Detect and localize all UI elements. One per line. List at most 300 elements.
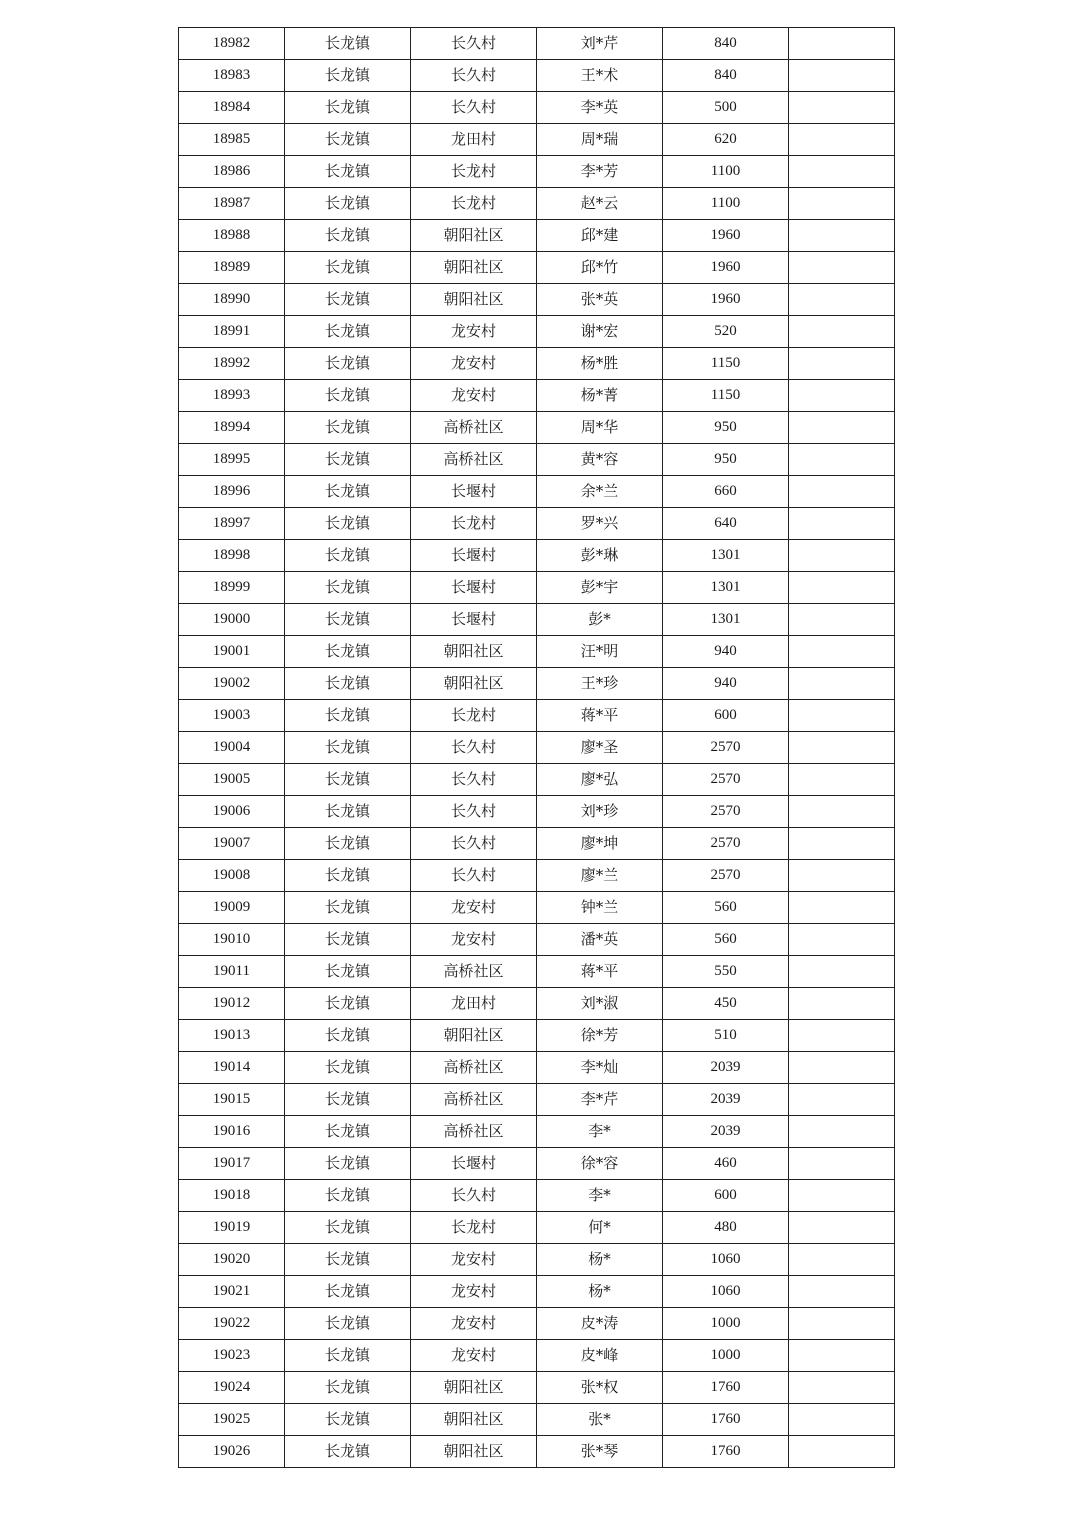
amount-cell: 1100: [663, 188, 789, 220]
village-cell: 长久村: [411, 28, 537, 60]
serial-number-cell: 19001: [179, 636, 285, 668]
name-cell: 李*英: [537, 92, 663, 124]
serial-number-cell: 19003: [179, 700, 285, 732]
remark-cell: [789, 892, 895, 924]
data-table: [178, 27, 895, 1468]
name-cell: 王*珍: [537, 668, 663, 700]
serial-number-cell: 18990: [179, 284, 285, 316]
town-cell: 长龙镇: [285, 1020, 411, 1052]
remark-cell: [789, 508, 895, 540]
amount-cell: 2570: [663, 796, 789, 828]
amount-cell: 1100: [663, 156, 789, 188]
town-cell: 长龙镇: [285, 1212, 411, 1244]
amount-cell: 940: [663, 636, 789, 668]
village-cell: 龙安村: [411, 316, 537, 348]
serial-number-cell: 18984: [179, 92, 285, 124]
table-row: [179, 124, 895, 156]
town-cell: 长龙镇: [285, 1084, 411, 1116]
town-cell: 长龙镇: [285, 92, 411, 124]
village-cell: 长久村: [411, 796, 537, 828]
remark-cell: [789, 732, 895, 764]
town-cell: 长龙镇: [285, 60, 411, 92]
town-cell: 长龙镇: [285, 572, 411, 604]
table-row: [179, 1308, 895, 1340]
serial-number-cell: 18993: [179, 380, 285, 412]
serial-number-cell: 18991: [179, 316, 285, 348]
name-cell: 皮*峰: [537, 1340, 663, 1372]
amount-cell: 940: [663, 668, 789, 700]
village-cell: 龙安村: [411, 348, 537, 380]
table-row: [179, 28, 895, 60]
table-row: [179, 220, 895, 252]
remark-cell: [789, 860, 895, 892]
remark-cell: [789, 1020, 895, 1052]
town-cell: 长龙镇: [285, 316, 411, 348]
table-row: [179, 1276, 895, 1308]
serial-number-cell: 19018: [179, 1180, 285, 1212]
table-row: [179, 1372, 895, 1404]
town-cell: 长龙镇: [285, 1276, 411, 1308]
name-cell: 杨*菁: [537, 380, 663, 412]
table-row: [179, 572, 895, 604]
name-cell: 蒋*平: [537, 956, 663, 988]
name-cell: 李*灿: [537, 1052, 663, 1084]
table-row: [179, 1244, 895, 1276]
amount-cell: 600: [663, 700, 789, 732]
table-row: [179, 636, 895, 668]
remark-cell: [789, 220, 895, 252]
amount-cell: 950: [663, 412, 789, 444]
amount-cell: 460: [663, 1148, 789, 1180]
table-row: [179, 252, 895, 284]
remark-cell: [789, 380, 895, 412]
table-row: [179, 764, 895, 796]
amount-cell: 560: [663, 924, 789, 956]
serial-number-cell: 19022: [179, 1308, 285, 1340]
remark-cell: [789, 1340, 895, 1372]
name-cell: 周*华: [537, 412, 663, 444]
village-cell: 高桥社区: [411, 444, 537, 476]
name-cell: 彭*: [537, 604, 663, 636]
name-cell: 余*兰: [537, 476, 663, 508]
town-cell: 长龙镇: [285, 28, 411, 60]
remark-cell: [789, 1276, 895, 1308]
amount-cell: 550: [663, 956, 789, 988]
village-cell: 朝阳社区: [411, 636, 537, 668]
serial-number-cell: 18983: [179, 60, 285, 92]
remark-cell: [789, 316, 895, 348]
table-row: [179, 476, 895, 508]
town-cell: 长龙镇: [285, 124, 411, 156]
remark-cell: [789, 796, 895, 828]
name-cell: 罗*兴: [537, 508, 663, 540]
serial-number-cell: 18987: [179, 188, 285, 220]
village-cell: 龙安村: [411, 1276, 537, 1308]
remark-cell: [789, 1308, 895, 1340]
name-cell: 李*芹: [537, 1084, 663, 1116]
remark-cell: [789, 156, 895, 188]
amount-cell: 840: [663, 28, 789, 60]
village-cell: 龙安村: [411, 380, 537, 412]
amount-cell: 640: [663, 508, 789, 540]
serial-number-cell: 19004: [179, 732, 285, 764]
remark-cell: [789, 668, 895, 700]
village-cell: 朝阳社区: [411, 1404, 537, 1436]
amount-cell: 2570: [663, 764, 789, 796]
name-cell: 钟*兰: [537, 892, 663, 924]
remark-cell: [789, 1180, 895, 1212]
table-row: [179, 956, 895, 988]
village-cell: 龙安村: [411, 1308, 537, 1340]
table-row: [179, 1084, 895, 1116]
table-row: [179, 860, 895, 892]
village-cell: 长久村: [411, 732, 537, 764]
remark-cell: [789, 604, 895, 636]
amount-cell: 1301: [663, 540, 789, 572]
amount-cell: 450: [663, 988, 789, 1020]
amount-cell: 520: [663, 316, 789, 348]
serial-number-cell: 18986: [179, 156, 285, 188]
town-cell: 长龙镇: [285, 444, 411, 476]
remark-cell: [789, 1404, 895, 1436]
name-cell: 潘*英: [537, 924, 663, 956]
village-cell: 长堰村: [411, 604, 537, 636]
village-cell: 长久村: [411, 92, 537, 124]
serial-number-cell: 19011: [179, 956, 285, 988]
serial-number-cell: 18998: [179, 540, 285, 572]
amount-cell: 1150: [663, 348, 789, 380]
remark-cell: [789, 636, 895, 668]
serial-number-cell: 19026: [179, 1436, 285, 1468]
name-cell: 蒋*平: [537, 700, 663, 732]
amount-cell: 1960: [663, 284, 789, 316]
table-row: [179, 348, 895, 380]
village-cell: 长堰村: [411, 1148, 537, 1180]
name-cell: 赵*云: [537, 188, 663, 220]
remark-cell: [789, 572, 895, 604]
table-row: [179, 668, 895, 700]
table-row: [179, 892, 895, 924]
remark-cell: [789, 1436, 895, 1468]
town-cell: 长龙镇: [285, 668, 411, 700]
amount-cell: 840: [663, 60, 789, 92]
village-cell: 长堰村: [411, 540, 537, 572]
serial-number-cell: 19010: [179, 924, 285, 956]
name-cell: 黄*容: [537, 444, 663, 476]
amount-cell: 2570: [663, 828, 789, 860]
serial-number-cell: 19020: [179, 1244, 285, 1276]
remark-cell: [789, 1084, 895, 1116]
amount-cell: 1760: [663, 1436, 789, 1468]
remark-cell: [789, 956, 895, 988]
amount-cell: 480: [663, 1212, 789, 1244]
table-row: [179, 604, 895, 636]
village-cell: 朝阳社区: [411, 1436, 537, 1468]
amount-cell: 1960: [663, 252, 789, 284]
name-cell: 李*: [537, 1116, 663, 1148]
name-cell: 张*权: [537, 1372, 663, 1404]
serial-number-cell: 18999: [179, 572, 285, 604]
town-cell: 长龙镇: [285, 1372, 411, 1404]
town-cell: 长龙镇: [285, 220, 411, 252]
name-cell: 刘*淑: [537, 988, 663, 1020]
name-cell: 汪*明: [537, 636, 663, 668]
village-cell: 长久村: [411, 860, 537, 892]
table-row: [179, 92, 895, 124]
remark-cell: [789, 1148, 895, 1180]
town-cell: 长龙镇: [285, 476, 411, 508]
village-cell: 朝阳社区: [411, 284, 537, 316]
table-row: [179, 796, 895, 828]
town-cell: 长龙镇: [285, 1308, 411, 1340]
town-cell: 长龙镇: [285, 156, 411, 188]
table-row: [179, 700, 895, 732]
serial-number-cell: 18988: [179, 220, 285, 252]
remark-cell: [789, 828, 895, 860]
amount-cell: 560: [663, 892, 789, 924]
amount-cell: 2570: [663, 860, 789, 892]
amount-cell: 500: [663, 92, 789, 124]
village-cell: 长龙村: [411, 1212, 537, 1244]
village-cell: 朝阳社区: [411, 220, 537, 252]
remark-cell: [789, 1116, 895, 1148]
serial-number-cell: 19007: [179, 828, 285, 860]
table-row: [179, 508, 895, 540]
town-cell: 长龙镇: [285, 1180, 411, 1212]
village-cell: 朝阳社区: [411, 668, 537, 700]
town-cell: 长龙镇: [285, 796, 411, 828]
serial-number-cell: 19016: [179, 1116, 285, 1148]
town-cell: 长龙镇: [285, 540, 411, 572]
serial-number-cell: 19019: [179, 1212, 285, 1244]
serial-number-cell: 19017: [179, 1148, 285, 1180]
name-cell: 廖*弘: [537, 764, 663, 796]
name-cell: 刘*珍: [537, 796, 663, 828]
remark-cell: [789, 124, 895, 156]
town-cell: 长龙镇: [285, 604, 411, 636]
table-row: [179, 1436, 895, 1468]
remark-cell: [789, 1052, 895, 1084]
serial-number-cell: 19006: [179, 796, 285, 828]
village-cell: 高桥社区: [411, 1052, 537, 1084]
serial-number-cell: 18995: [179, 444, 285, 476]
name-cell: 王*术: [537, 60, 663, 92]
serial-number-cell: 18982: [179, 28, 285, 60]
town-cell: 长龙镇: [285, 988, 411, 1020]
serial-number-cell: 19002: [179, 668, 285, 700]
name-cell: 邱*建: [537, 220, 663, 252]
village-cell: 高桥社区: [411, 956, 537, 988]
name-cell: 徐*芳: [537, 1020, 663, 1052]
remark-cell: [789, 1372, 895, 1404]
amount-cell: 2039: [663, 1084, 789, 1116]
table-row: [179, 412, 895, 444]
town-cell: 长龙镇: [285, 1148, 411, 1180]
town-cell: 长龙镇: [285, 284, 411, 316]
amount-cell: 1060: [663, 1244, 789, 1276]
village-cell: 龙安村: [411, 892, 537, 924]
village-cell: 长龙村: [411, 156, 537, 188]
name-cell: 杨*: [537, 1276, 663, 1308]
table-row: [179, 1116, 895, 1148]
town-cell: 长龙镇: [285, 700, 411, 732]
town-cell: 长龙镇: [285, 1404, 411, 1436]
remark-cell: [789, 1244, 895, 1276]
remark-cell: [789, 348, 895, 380]
remark-cell: [789, 60, 895, 92]
table-row: [179, 188, 895, 220]
serial-number-cell: 18997: [179, 508, 285, 540]
remark-cell: [789, 476, 895, 508]
table-row: [179, 60, 895, 92]
serial-number-cell: 19014: [179, 1052, 285, 1084]
name-cell: 杨*: [537, 1244, 663, 1276]
serial-number-cell: 19023: [179, 1340, 285, 1372]
town-cell: 长龙镇: [285, 764, 411, 796]
village-cell: 龙田村: [411, 988, 537, 1020]
serial-number-cell: 19025: [179, 1404, 285, 1436]
amount-cell: 1760: [663, 1372, 789, 1404]
remark-cell: [789, 988, 895, 1020]
village-cell: 朝阳社区: [411, 1020, 537, 1052]
remark-cell: [789, 924, 895, 956]
amount-cell: 620: [663, 124, 789, 156]
town-cell: 长龙镇: [285, 732, 411, 764]
village-cell: 龙安村: [411, 1340, 537, 1372]
table-row: [179, 988, 895, 1020]
serial-number-cell: 18992: [179, 348, 285, 380]
town-cell: 长龙镇: [285, 924, 411, 956]
serial-number-cell: 19008: [179, 860, 285, 892]
village-cell: 长龙村: [411, 508, 537, 540]
serial-number-cell: 19009: [179, 892, 285, 924]
name-cell: 周*瑞: [537, 124, 663, 156]
table-row: [179, 1340, 895, 1372]
name-cell: 何*: [537, 1212, 663, 1244]
town-cell: 长龙镇: [285, 956, 411, 988]
town-cell: 长龙镇: [285, 860, 411, 892]
amount-cell: 2039: [663, 1052, 789, 1084]
amount-cell: 1760: [663, 1404, 789, 1436]
table-row: [179, 316, 895, 348]
name-cell: 张*琴: [537, 1436, 663, 1468]
town-cell: 长龙镇: [285, 1244, 411, 1276]
serial-number-cell: 19021: [179, 1276, 285, 1308]
serial-number-cell: 19015: [179, 1084, 285, 1116]
village-cell: 长久村: [411, 60, 537, 92]
table-row: [179, 156, 895, 188]
town-cell: 长龙镇: [285, 188, 411, 220]
village-cell: 长堰村: [411, 476, 537, 508]
amount-cell: 660: [663, 476, 789, 508]
village-cell: 长堰村: [411, 572, 537, 604]
amount-cell: 1000: [663, 1340, 789, 1372]
remark-cell: [789, 412, 895, 444]
remark-cell: [789, 28, 895, 60]
name-cell: 徐*容: [537, 1148, 663, 1180]
name-cell: 杨*胜: [537, 348, 663, 380]
village-cell: 龙安村: [411, 1244, 537, 1276]
amount-cell: 950: [663, 444, 789, 476]
remark-cell: [789, 1212, 895, 1244]
village-cell: 高桥社区: [411, 1116, 537, 1148]
remark-cell: [789, 540, 895, 572]
serial-number-cell: 18994: [179, 412, 285, 444]
amount-cell: 600: [663, 1180, 789, 1212]
village-cell: 高桥社区: [411, 412, 537, 444]
amount-cell: 1000: [663, 1308, 789, 1340]
remark-cell: [789, 188, 895, 220]
table-body: [179, 28, 895, 1468]
town-cell: 长龙镇: [285, 1340, 411, 1372]
village-cell: 朝阳社区: [411, 1372, 537, 1404]
table-row: [179, 380, 895, 412]
remark-cell: [789, 284, 895, 316]
serial-number-cell: 19000: [179, 604, 285, 636]
amount-cell: 1060: [663, 1276, 789, 1308]
town-cell: 长龙镇: [285, 1052, 411, 1084]
name-cell: 刘*芹: [537, 28, 663, 60]
table-row: [179, 828, 895, 860]
name-cell: 廖*兰: [537, 860, 663, 892]
town-cell: 长龙镇: [285, 380, 411, 412]
remark-cell: [789, 700, 895, 732]
serial-number-cell: 19012: [179, 988, 285, 1020]
remark-cell: [789, 92, 895, 124]
name-cell: 廖*坤: [537, 828, 663, 860]
table-row: [179, 540, 895, 572]
name-cell: 彭*琳: [537, 540, 663, 572]
town-cell: 长龙镇: [285, 1436, 411, 1468]
name-cell: 李*: [537, 1180, 663, 1212]
serial-number-cell: 19005: [179, 764, 285, 796]
amount-cell: 1301: [663, 604, 789, 636]
table-row: [179, 1020, 895, 1052]
village-cell: 朝阳社区: [411, 252, 537, 284]
table-row: [179, 444, 895, 476]
table-row: [179, 1148, 895, 1180]
name-cell: 皮*涛: [537, 1308, 663, 1340]
name-cell: 张*英: [537, 284, 663, 316]
town-cell: 长龙镇: [285, 636, 411, 668]
village-cell: 龙田村: [411, 124, 537, 156]
village-cell: 长久村: [411, 828, 537, 860]
name-cell: 邱*竹: [537, 252, 663, 284]
town-cell: 长龙镇: [285, 508, 411, 540]
remark-cell: [789, 252, 895, 284]
village-cell: 长久村: [411, 1180, 537, 1212]
serial-number-cell: 18989: [179, 252, 285, 284]
serial-number-cell: 18985: [179, 124, 285, 156]
name-cell: 李*芳: [537, 156, 663, 188]
table-row: [179, 732, 895, 764]
amount-cell: 2570: [663, 732, 789, 764]
name-cell: 谢*宏: [537, 316, 663, 348]
table-row: [179, 1180, 895, 1212]
village-cell: 长龙村: [411, 700, 537, 732]
amount-cell: 510: [663, 1020, 789, 1052]
town-cell: 长龙镇: [285, 412, 411, 444]
table-row: [179, 284, 895, 316]
table-row: [179, 924, 895, 956]
town-cell: 长龙镇: [285, 1116, 411, 1148]
remark-cell: [789, 764, 895, 796]
serial-number-cell: 19024: [179, 1372, 285, 1404]
name-cell: 张*: [537, 1404, 663, 1436]
table-row: [179, 1212, 895, 1244]
town-cell: 长龙镇: [285, 348, 411, 380]
name-cell: 彭*宇: [537, 572, 663, 604]
